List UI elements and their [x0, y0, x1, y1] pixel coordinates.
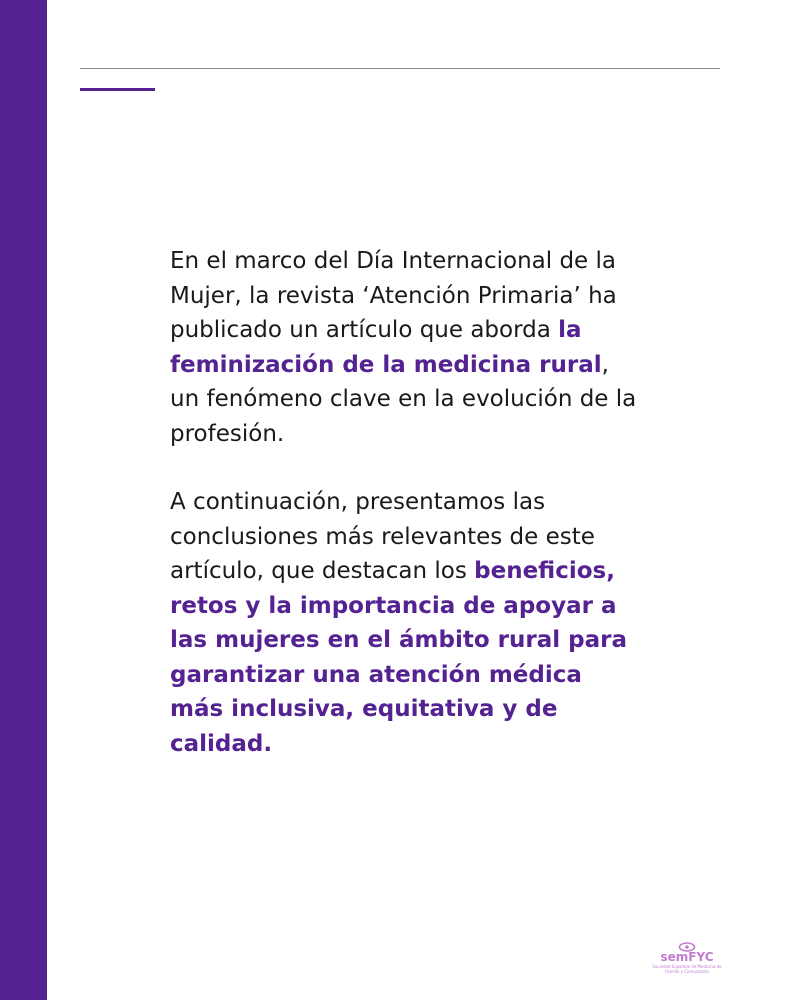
logo-wordmark: semFYC [660, 950, 714, 964]
side-accent-bar [0, 0, 47, 1000]
logo-subtitle: Sociedad Española de Medicina de Familia y Comunitaria [652, 964, 722, 974]
article-body [170, 244, 640, 761]
top-divider [80, 68, 720, 69]
highlight-feminization: la feminización de la medicina rural [170, 317, 602, 378]
semfyc-logo [650, 942, 724, 974]
highlight-benefits: beneficios, retos y la importancia de apoyar a las mujeres en el ámbito rural para garantizar una atención médica más inclusiva, equitativa y de calidad. [170, 558, 627, 757]
paragraph-intro: En el marco del Día Internacional de la Mujer, la revista ‘Atención Primaria’ ha publicado un artículo que aborda la feminización de la medicina rural, un fenómeno clave en la evolución de la profesión. [170, 248, 637, 447]
paragraph-conclusions: A continuación, presentamos las conclusiones más relevantes de este artículo, que destacan los beneficios, retos y la importancia de apoyar a las mujeres en el ámbito rural para garantizar una atención médica más inclusiva, equitativa y de calidad. [170, 489, 627, 757]
accent-underline [80, 88, 155, 91]
